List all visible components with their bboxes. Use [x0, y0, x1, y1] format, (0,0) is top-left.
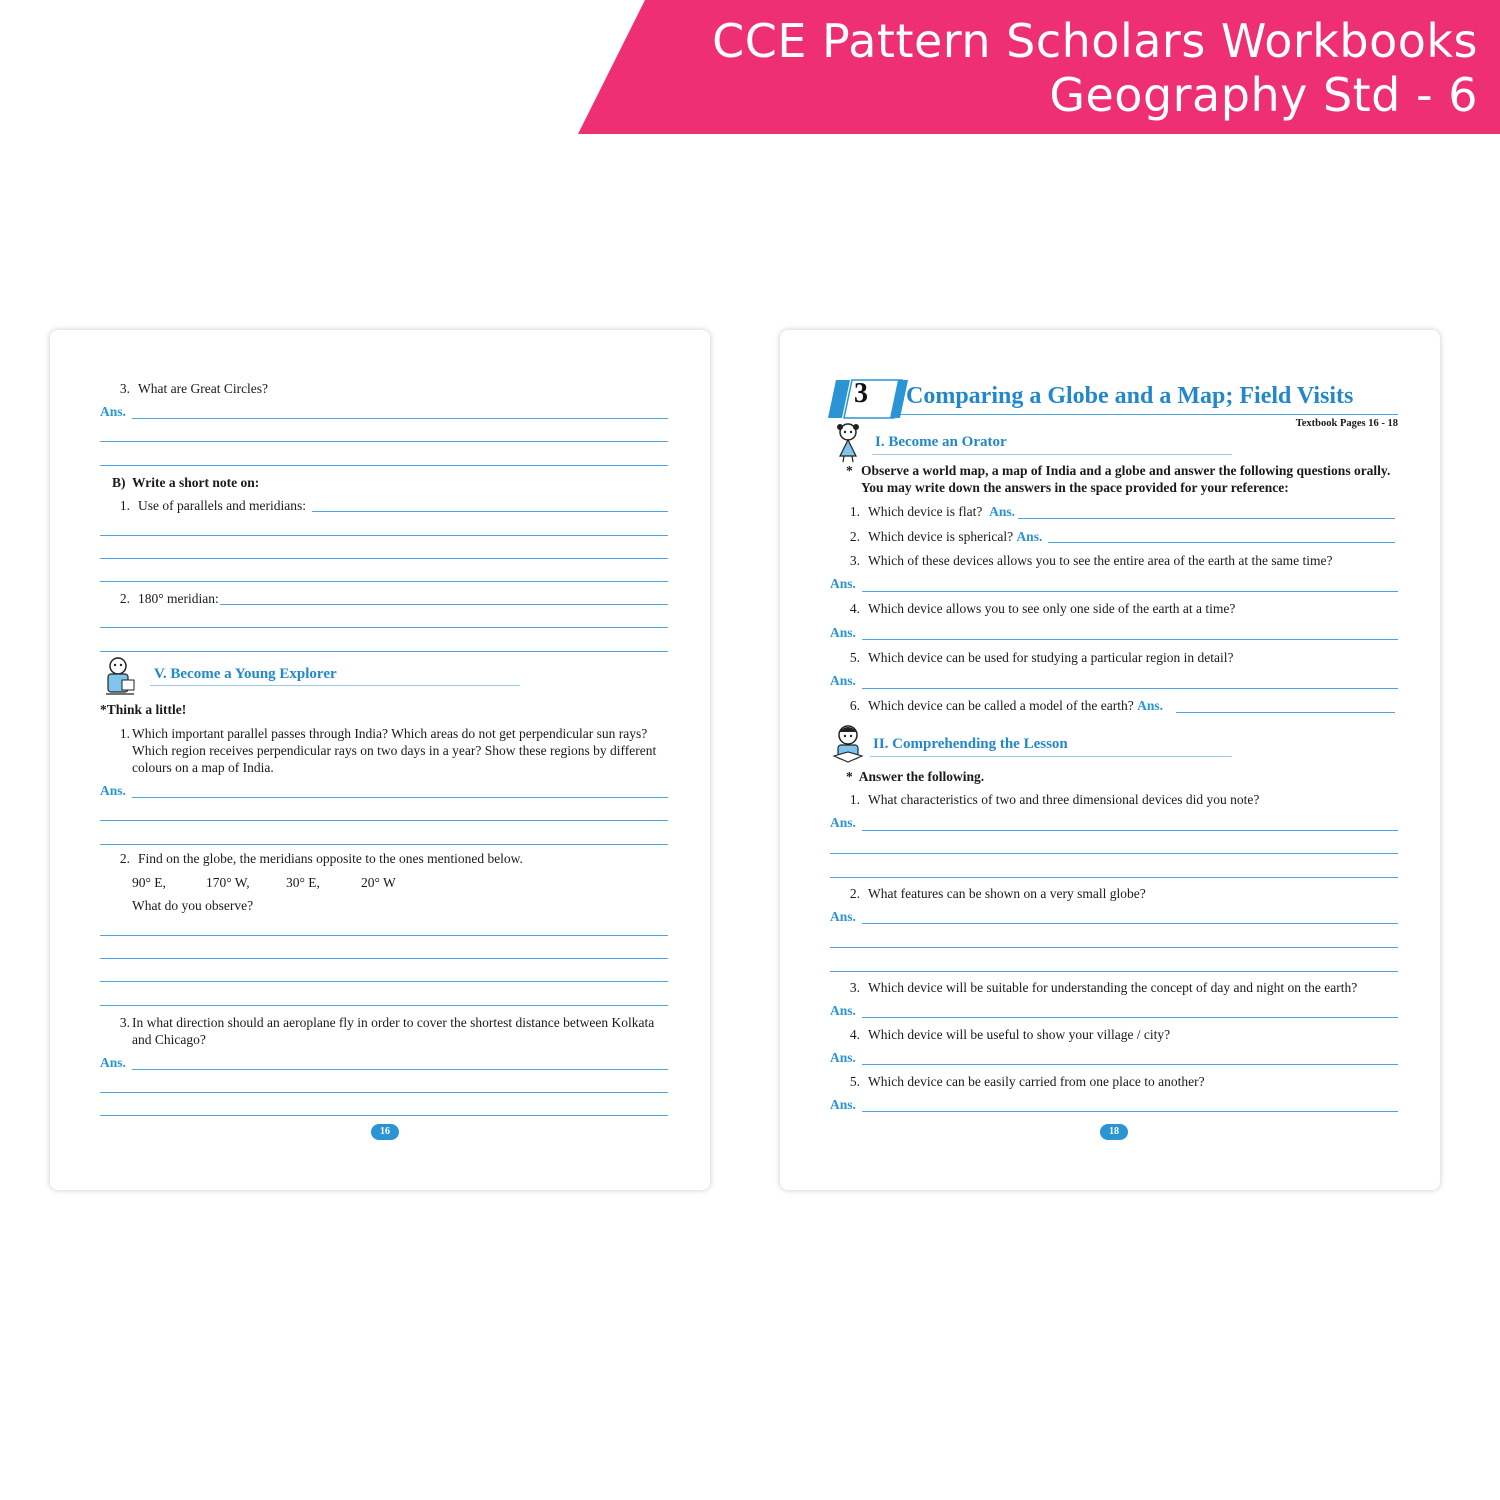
- answer-line[interactable]: [830, 877, 1398, 878]
- section-underline: [870, 756, 1232, 757]
- ans-label: Ans.: [830, 576, 856, 591]
- answer-line[interactable]: [220, 604, 668, 605]
- question-aeroplane-direction: 3. In what direction should an aeroplane fly in order to cover the shortest distance between Kolkata and Chicago?: [119, 1015, 655, 1047]
- question-model-of-earth: 6. Which device can be called a model of the earth? Ans.: [849, 698, 1164, 713]
- answer-line[interactable]: [1018, 518, 1395, 519]
- question-particular-region: 5. Which device can be used for studying a particular region in detail?: [849, 650, 1234, 665]
- answer-line[interactable]: [100, 958, 668, 959]
- answer-line[interactable]: [100, 1115, 668, 1116]
- section-underline: [872, 454, 1232, 455]
- answer-line[interactable]: [100, 981, 668, 982]
- student-icon: [100, 656, 140, 698]
- answer-line[interactable]: [1176, 712, 1395, 713]
- page-number: 18: [1100, 1124, 1128, 1140]
- answer-line[interactable]: [862, 639, 1398, 640]
- chapter-number: 3: [854, 378, 868, 409]
- section-underline: [150, 685, 520, 686]
- question-one-side: 4. Which device allows you to see only one side of the earth at a time?: [849, 601, 1236, 616]
- answer-line[interactable]: [830, 947, 1398, 948]
- question-entire-area: 3. Which of these devices allows you to see the entire area of the earth at the same time?: [849, 553, 1333, 568]
- answer-line[interactable]: [100, 1005, 668, 1006]
- chapter-number-badge: [828, 376, 908, 420]
- orator-instruction: * Observe a world map, a map of India and a globe and answer the following questions orally. You may write down the answers in the space provided for your reference:: [846, 463, 1391, 495]
- section-v-heading: V. Become a Young Explorer: [154, 666, 337, 682]
- section-b-heading: B) Write a short note on:: [112, 475, 260, 490]
- meridian-value-1: 90° E,: [132, 875, 166, 890]
- answer-line[interactable]: [132, 1069, 668, 1070]
- think-a-little: *Think a little!: [100, 702, 187, 717]
- banner-line-1: CCE Pattern Scholars Workbooks: [712, 14, 1478, 68]
- page-number: 16: [371, 1124, 399, 1140]
- answer-line[interactable]: [862, 923, 1398, 924]
- answer-line[interactable]: [862, 1111, 1398, 1112]
- question-small-globe: 2. What features can be shown on a very small globe?: [849, 886, 1146, 901]
- answer-line[interactable]: [100, 627, 668, 628]
- banner-title: [712, 14, 1478, 122]
- answer-line[interactable]: [862, 591, 1398, 592]
- note-180-meridian: 2. 180° meridian:: [119, 591, 219, 606]
- question-day-night: 3. Which device will be suitable for understanding the concept of day and night on the earth?: [849, 980, 1358, 995]
- question-opposite-meridians: 2. Find on the globe, the meridians opposite to the ones mentioned below.: [119, 851, 523, 866]
- answer-line[interactable]: [100, 465, 668, 466]
- ans-label: Ans.: [100, 783, 126, 798]
- question-great-circles: 3. What are Great Circles?: [119, 381, 269, 396]
- answer-line[interactable]: [862, 830, 1398, 831]
- answer-line[interactable]: [100, 651, 668, 652]
- banner-line-2: Geography Std - 6: [1049, 68, 1478, 122]
- answer-line[interactable]: [100, 820, 668, 821]
- answer-line[interactable]: [1048, 542, 1395, 543]
- question-flat-device: 1. Which device is flat? Ans.: [849, 504, 1015, 519]
- reading-child-icon: [830, 724, 868, 764]
- chapter-title: Comparing a Globe and a Map; Field Visits: [906, 383, 1354, 409]
- meridian-value-3: 30° E,: [286, 875, 320, 890]
- ans-label: Ans.: [830, 673, 856, 688]
- answer-line[interactable]: [862, 688, 1398, 689]
- answer-line[interactable]: [100, 441, 668, 442]
- question-important-parallel: 1. Which important parallel passes through India? Which areas do not get perpendicular sun rays? Which region receives perpendicular rays on two days in a year? Show these regions by different colours on a map of India.: [119, 726, 657, 775]
- title-banner: [0, 0, 1500, 134]
- workbook-page-16: [50, 330, 710, 1190]
- section-comprehending-heading: II. Comprehending the Lesson: [873, 736, 1068, 752]
- ans-label: Ans.: [830, 1003, 856, 1018]
- answer-line[interactable]: [100, 935, 668, 936]
- ans-label: Ans.: [830, 625, 856, 640]
- answer-line[interactable]: [132, 418, 668, 419]
- answer-line[interactable]: [100, 1092, 668, 1093]
- question-village-city: 4. Which device will be useful to show your village / city?: [849, 1027, 1171, 1042]
- ans-label: Ans.: [830, 815, 856, 830]
- answer-line[interactable]: [100, 581, 668, 582]
- answer-line[interactable]: [312, 511, 668, 512]
- observe-prompt: What do you observe?: [132, 898, 254, 913]
- answer-line[interactable]: [862, 1017, 1398, 1018]
- workbook-page-18: [780, 330, 1440, 1190]
- ans-label: Ans.: [100, 404, 126, 419]
- answer-line[interactable]: [830, 853, 1398, 854]
- question-spherical-device: 2. Which device is spherical? Ans.: [849, 529, 1043, 544]
- answer-line[interactable]: [100, 535, 668, 536]
- meridian-value-2: 170° W,: [206, 875, 250, 890]
- answer-line[interactable]: [132, 797, 668, 798]
- answer-line[interactable]: [100, 558, 668, 559]
- answer-line[interactable]: [862, 1064, 1398, 1065]
- ans-label: Ans.: [830, 1097, 856, 1112]
- ans-label: Ans.: [830, 909, 856, 924]
- question-dimensional-devices: 1. What characteristics of two and three dimensional devices did you note?: [849, 792, 1260, 807]
- girl-icon: [830, 422, 868, 464]
- meridian-value-4: 20° W: [361, 875, 396, 890]
- chapter-underline: [900, 414, 1398, 415]
- ans-label: Ans.: [830, 1050, 856, 1065]
- textbook-pages-ref: Textbook Pages 16 - 18: [1295, 418, 1398, 429]
- ans-label: Ans.: [100, 1055, 126, 1070]
- answer-line[interactable]: [100, 844, 668, 845]
- section-orator-heading: I. Become an Orator: [875, 434, 1007, 450]
- question-easily-carried: 5. Which device can be easily carried from one place to another?: [849, 1074, 1205, 1089]
- comprehension-instruction: * Answer the following.: [846, 769, 985, 784]
- note-parallels-meridians: 1. Use of parallels and meridians:: [119, 498, 306, 513]
- answer-line[interactable]: [830, 971, 1398, 972]
